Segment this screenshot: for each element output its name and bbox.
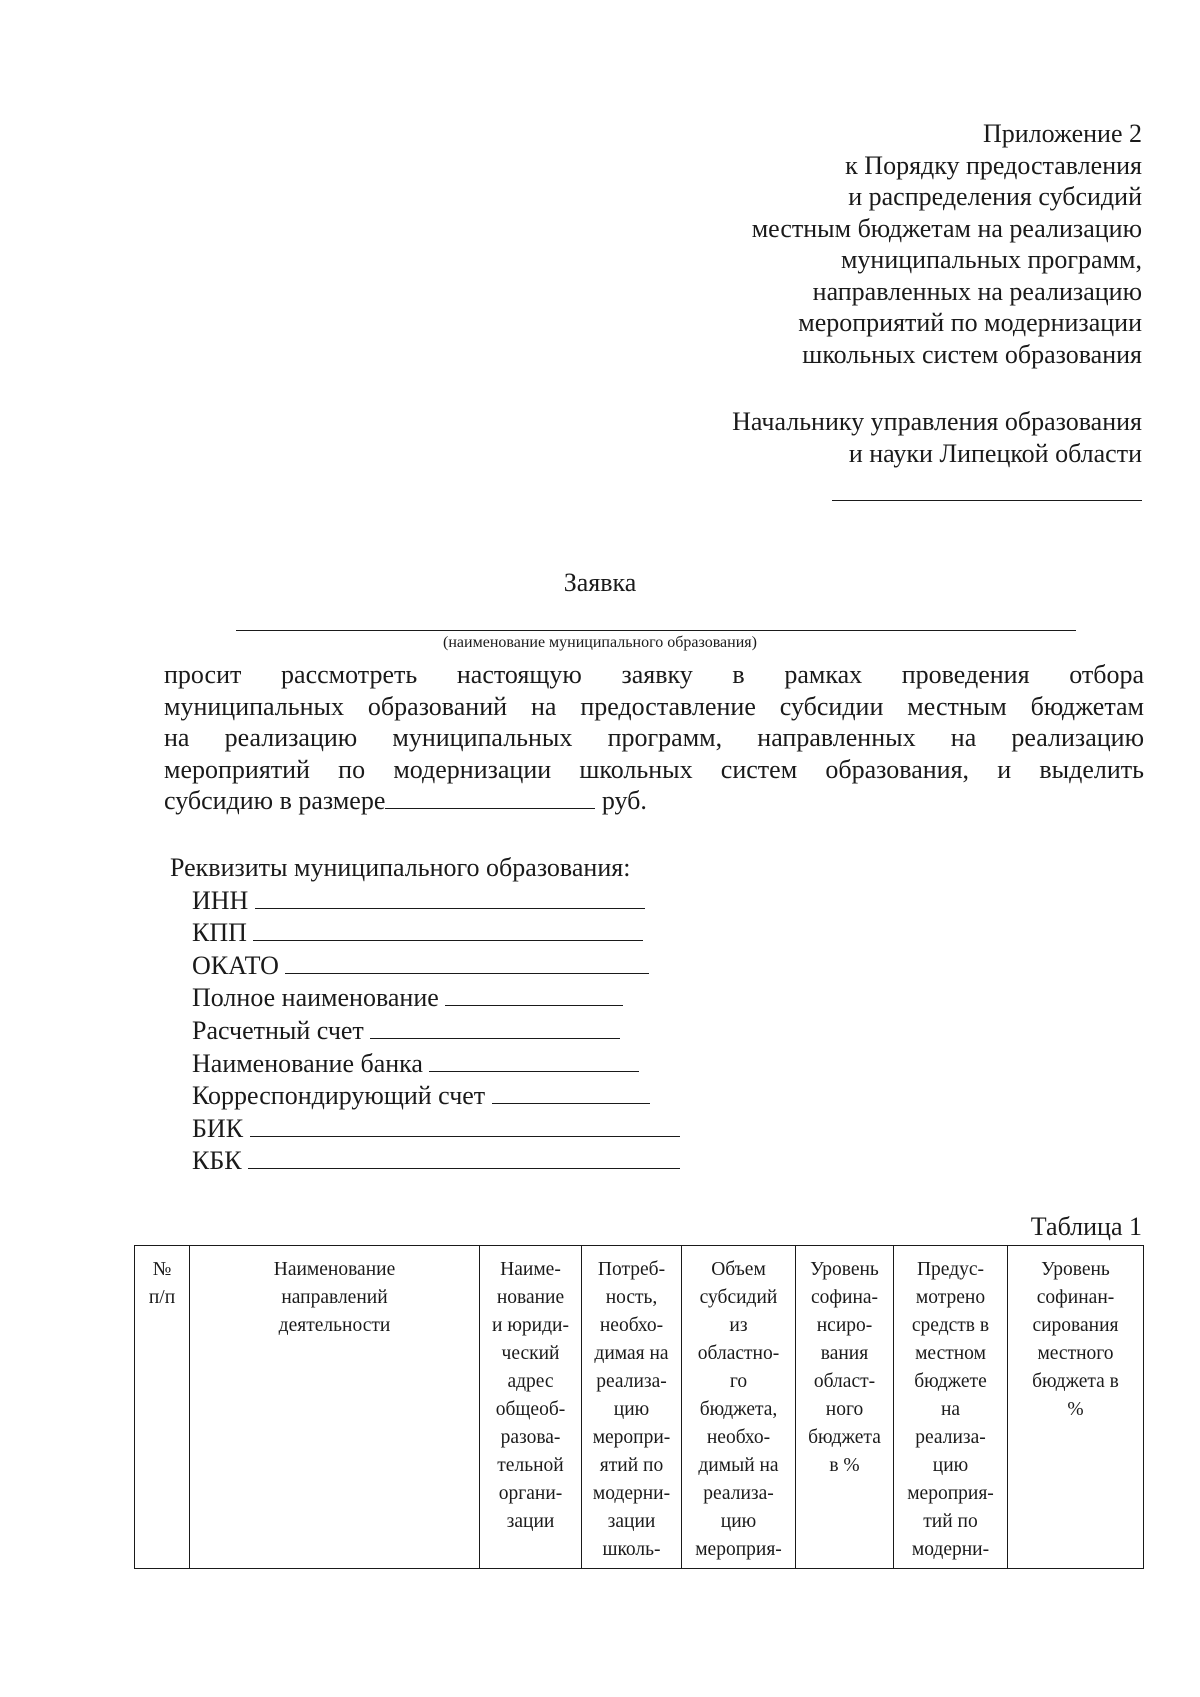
appendix-header (582, 118, 1142, 370)
amount-label: субсидию в размере (164, 786, 386, 815)
field-label: Полное наименование (192, 983, 439, 1013)
header-cell-local-cofinancing: Уровень софинан- сирования местного бюджета в % (1008, 1246, 1144, 1569)
document-title: Заявка (563, 568, 637, 597)
request-line: на реализацию муниципальных программ, направленных на реализацию (164, 723, 1144, 752)
addressee-line: и науки Липецкой области (848, 439, 1142, 468)
field-label: ОКАТО (192, 950, 279, 980)
header-cell-local-budget-funds: Предус- мотрено средств в местном бюджете на реализа- цию мероприя- тий по модерни- (894, 1246, 1008, 1569)
field-okato (170, 950, 680, 983)
field-label: ИНН (192, 885, 249, 915)
currency-label: руб. (601, 786, 647, 815)
amount-blank (385, 786, 595, 809)
field-label: КПП (192, 918, 247, 948)
request-paragraph (164, 659, 1144, 817)
addressee-line: Начальнику управления образования (732, 407, 1142, 436)
field-kpp (170, 917, 680, 950)
appendix-line: к Порядку предоставления (845, 150, 1142, 180)
header-cell-regional-cofinancing: Уровень софина- нсиро- вания област- ного бюджета в % (796, 1246, 894, 1569)
addressee-signature-line (832, 500, 1142, 501)
field-kbk (170, 1145, 680, 1178)
field-blank (253, 918, 643, 941)
municipality-name-line (236, 630, 1076, 631)
field-corr-account (170, 1080, 680, 1113)
request-line: муниципальных образований на предоставление субсидии местным бюджетам (164, 691, 1144, 721)
municipality-caption: (наименование муниципального образования) (443, 634, 757, 651)
appendix-line: муниципальных программ, (840, 245, 1142, 274)
requisites-section (170, 852, 680, 1178)
table-header-row (135, 1246, 1144, 1569)
appendix-line: направленных на реализацию (812, 276, 1142, 306)
request-line: просит рассмотреть настоящую заявку в рамках проведения отбора (164, 660, 1144, 689)
field-blank (248, 1146, 680, 1169)
request-line: мероприятий по модернизации школьных систем образования, и выделить (164, 754, 1144, 784)
header-cell-number: № п/п (135, 1246, 190, 1569)
field-blank (370, 1016, 620, 1039)
field-blank (250, 1114, 680, 1137)
field-bik (170, 1113, 680, 1146)
field-full-name (170, 982, 680, 1015)
field-blank (492, 1081, 650, 1104)
appendix-line: и распределения субсидий (848, 182, 1142, 211)
appendix-line: Приложение 2 (982, 119, 1142, 148)
appendix-line: школьных систем образования (802, 339, 1142, 369)
header-cell-organization: Наиме- нование и юриди- ческий адрес общеоб- разова- тельной органи- зации (480, 1246, 582, 1569)
field-blank (285, 951, 649, 974)
appendix-line: местным бюджетам на реализацию (751, 213, 1142, 243)
header-cell-direction-name: Наименование направлений деятельности (190, 1246, 480, 1569)
field-blank (445, 983, 623, 1006)
request-amount-line (164, 785, 1144, 817)
addressee-block (582, 406, 1142, 470)
field-blank (255, 886, 645, 909)
table-caption: Таблица 1 (1030, 1212, 1142, 1241)
field-account (170, 1015, 680, 1048)
field-blank (429, 1049, 639, 1072)
requisites-heading: Реквизиты муниципального образования: (170, 853, 631, 882)
header-cell-subsidy-volume: Объем субсидий из областно- го бюджета, необхо- димый на реализа- цию мероприя- (682, 1246, 796, 1569)
field-inn (170, 885, 680, 918)
field-label: Наименование банка (192, 1048, 423, 1078)
header-cell-need: Потреб- ность, необхо- димая на реализа- цию меропри- ятий по модерни- зации школь- (582, 1246, 682, 1569)
field-label: КБК (192, 1146, 242, 1176)
application-table (134, 1245, 1144, 1569)
field-label: Расчетный счет (192, 1015, 364, 1045)
field-label: Корреспондирующий счет (192, 1081, 486, 1111)
field-bank (170, 1048, 680, 1081)
field-label: БИК (192, 1113, 244, 1143)
appendix-line: мероприятий по модернизации (798, 308, 1142, 337)
